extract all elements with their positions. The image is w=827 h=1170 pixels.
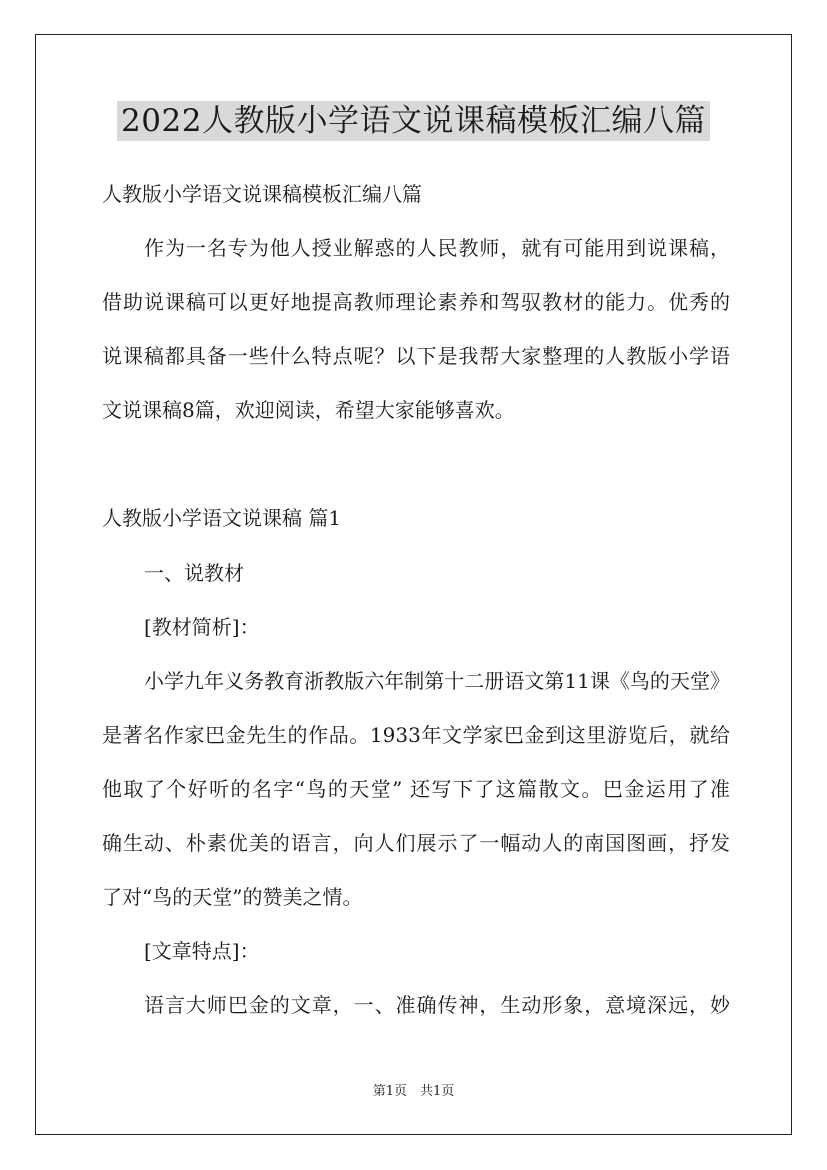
intro-line-3: 说课稿都具备一些什么特点呢？以下是我帮大家整理的人教版小学语 <box>102 344 730 368</box>
subheading-teaching-material: 一、说教材 <box>144 561 244 585</box>
page-footer: 第1页 共1页 <box>372 1084 455 1099</box>
document-title: 2022人教版小学语文说课稿模板汇编八篇 <box>117 101 710 141</box>
intro-line-4: 文说课稿8篇，欢迎阅读，希望大家能够喜欢。 <box>102 398 515 422</box>
body-line-1: 小学九年义务教育浙教版六年制第十二册语文第11课《鸟的天堂》 <box>144 669 730 693</box>
intro-line-2: 借助说课稿可以更好地提高教师理论素养和驾驭教材的能力。优秀的 <box>102 290 730 314</box>
subtitle-line: 人教版小学语文说课稿模板汇编八篇 <box>102 182 422 206</box>
body-line-4: 确生动、朴素优美的语言，向人们展示了一幅动人的南国图画，抒发 <box>102 831 730 855</box>
label-material-analysis: [教材简析]： <box>144 615 260 639</box>
body-line-5: 了对“鸟的天堂”的赞美之情。 <box>102 885 363 909</box>
body-line-2: 是著名作家巴金先生的作品。1933年文学家巴金到这里游览后，就给 <box>102 723 730 747</box>
label-article-features: [文章特点]： <box>144 939 260 963</box>
intro-line-1: 作为一名专为他人授业解惑的人民教师，就有可能用到说课稿， <box>144 236 730 260</box>
section-heading: 人教版小学语文说课稿 篇1 <box>102 506 342 530</box>
body-line-3: 他取了个好听的名字“鸟的天堂” 还写下了这篇散文。巴金运用了准 <box>102 777 730 801</box>
body-line-6: 语言大师巴金的文章，一、准确传神，生动形象，意境深远，妙 <box>144 993 730 1017</box>
title-container <box>0 101 827 141</box>
